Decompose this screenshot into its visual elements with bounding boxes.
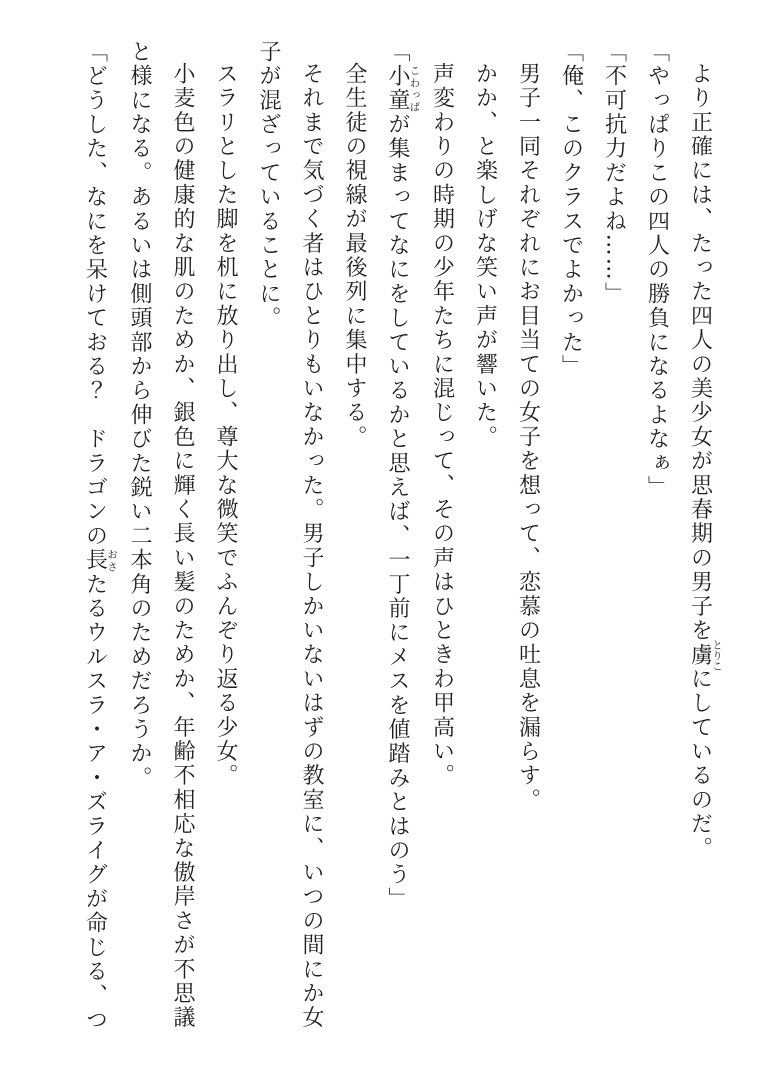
- paragraph: 「俺、このクラスでよかった」: [558, 40, 584, 379]
- paragraph: 「やっぱりこの四人の勝負になるよなぁ」: [644, 40, 670, 500]
- paragraph: 全生徒の視線が最後列に集中する。: [342, 62, 367, 450]
- paragraph: 男子一同それぞれにお目当ての女子を想って、恋慕の吐息を漏らす。: [515, 62, 541, 813]
- furigana-annotation: おさ: [106, 548, 118, 573]
- furigana-annotation: こわっぱ: [408, 64, 421, 113]
- paragraph: 声変わりの時期の少年たちに混じって、その声はひときわ甲高い。: [429, 62, 455, 788]
- paragraph: より正確には、たった四人の美少女が思春期の男子を虜とりこにしているのだ。: [687, 62, 723, 861]
- paragraph: 「不可抗力だよね……」: [601, 40, 627, 307]
- vertical-text-body: [74, 40, 724, 1042]
- paragraph: かか、と楽しげな笑い声が響いた。: [472, 62, 498, 450]
- ruby-base: 小童こわっぱ: [385, 64, 421, 113]
- paragraph: スラリとした脚を机に放り出し、尊大な微笑でふんぞり返る少女。: [213, 62, 238, 788]
- ruby-base: 長おさ: [82, 548, 118, 573]
- furigana-annotation: とりこ: [711, 639, 723, 671]
- paragraph: 「どうした、なにを呆けておる？ ドラゴンの長おさたるウルスラ・ア・ズライグが命じる、つ: [82, 40, 118, 1033]
- paragraph: それまで気づく者はひとりもいなかった。男子しかいないはずの教室に、いつの間にか女子が混ざっていることに。: [256, 40, 324, 1030]
- paragraph: 小麦色の健康的な肌のためか、銀色に輝く長い髪のためか、年齢不相応な傲岸さが不思議と様になる。あるいは側頭部から伸びた鋭い二本角のためだろうか。: [127, 40, 195, 1030]
- ruby-base: 虜とりこ: [687, 639, 723, 671]
- paragraph: 「小童こわっぱが集まってなにをしているかと思えば、一丁前にメスを値踏みとはのう」: [385, 40, 421, 912]
